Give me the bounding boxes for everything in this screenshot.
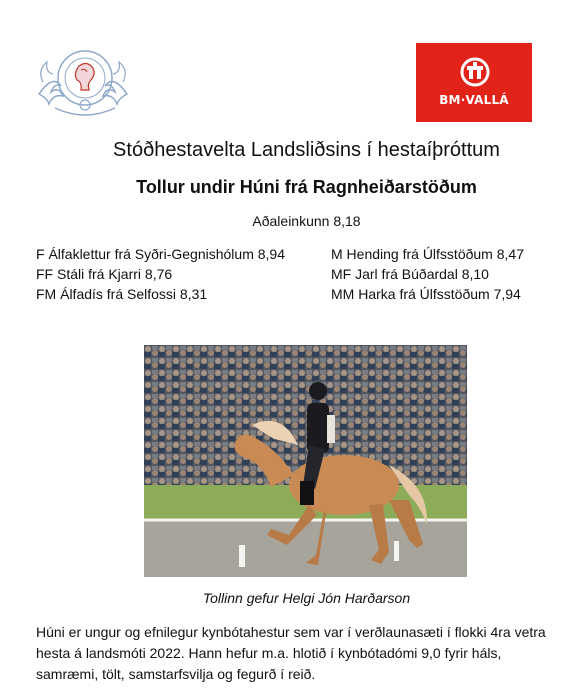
pedigree-line: MM Harka frá Úlfsstöðum 7,94 — [331, 286, 521, 302]
photo-caption: Tollinn gefur Helgi Jón Harðarson — [202, 590, 411, 606]
pedigree-line: MF Jarl frá Búðardal 8,10 — [331, 266, 489, 282]
bm-valla-logo — [416, 43, 532, 122]
pedigree-dam-side — [331, 244, 524, 304]
bm-valla-wordmark: BM·VALLÁ — [439, 93, 509, 107]
landssamband-logo-icon — [33, 42, 133, 122]
pedigree-line: FM Álfadís frá Selfossi 8,31 — [36, 286, 208, 302]
pedigree-sire-side — [36, 244, 285, 304]
bm-valla-mark-icon — [460, 57, 490, 89]
pedigree-line: F Álfaklettur frá Syðri-Gegnishólum 8,94 — [36, 246, 285, 262]
main-score: Aðaleinkunn 8,18 — [252, 213, 361, 229]
horse-description: Húni er ungur og efnilegur kynbótahestur sem var í verðlaunasæti í flokki 4ra vetra hesta á landsmóti 2022. Hann hefur m.a. hlotið í kynbótadómi 9,0 fyrir háls, samræmi, tölt, samstarfsvilja og fegurð í reið. — [36, 624, 546, 682]
pedigree-line: M Hending frá Úlfsstöðum 8,47 — [331, 246, 524, 262]
pedigree-line: FF Stáli frá Kjarri 8,76 — [36, 266, 173, 282]
horse-rider-photo — [144, 345, 467, 577]
horse-name: Tollur undir Húni frá Ragnheiðarstöðum — [136, 177, 477, 197]
page-title: Stóðhestavelta Landsliðsins í hestaíþróttum — [113, 139, 500, 161]
